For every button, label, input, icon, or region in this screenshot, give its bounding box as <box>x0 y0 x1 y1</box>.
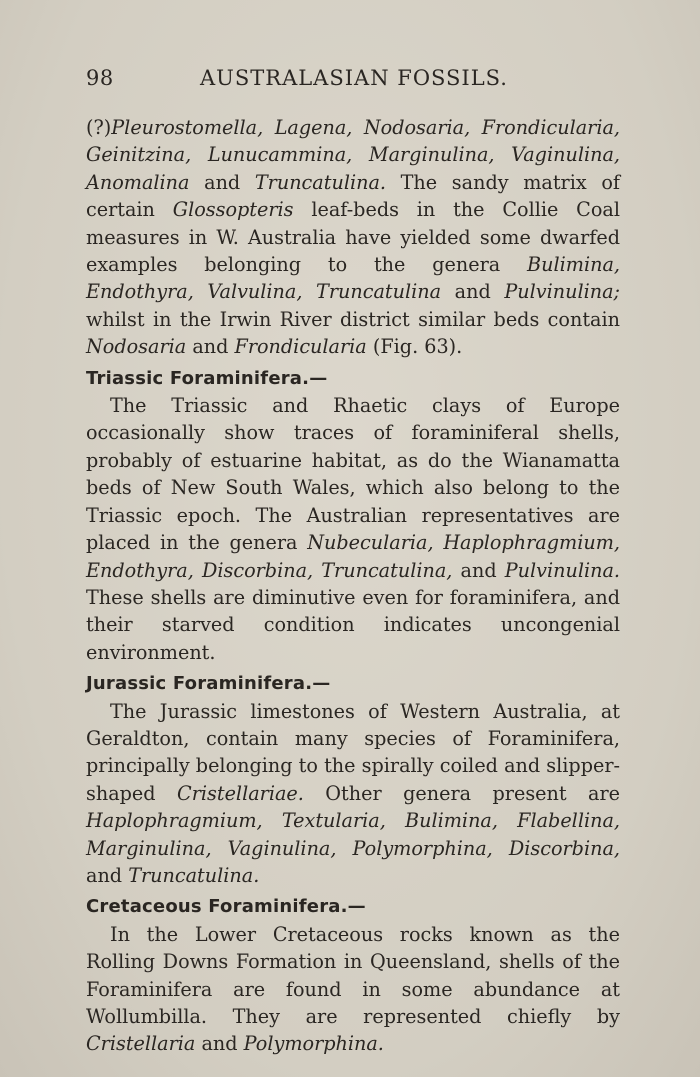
running-title: AUSTRALASIAN FOSSILS. <box>200 66 508 90</box>
genus-name: Nodosaria <box>86 335 187 359</box>
section-triassic <box>86 365 620 666</box>
genus-name: Pulvinulina; <box>504 280 621 304</box>
genus-list: Nubecularia, Haplophragmium, Endothyra, Discorbina, Truncatulina, <box>86 531 620 582</box>
text-run: and <box>452 558 505 582</box>
text-run: and <box>189 170 255 194</box>
text-run: These shells are diminutive even for foraminifera, and their starved condition indicates uncongenial environment. <box>86 585 620 664</box>
section-paragraph <box>86 392 620 666</box>
genus-list: Pleurostomella, Lagena, Nodosaria, Frondicularia, Geinitzina, Lunucammina, Marginulina, Vaginulina, Anomalina <box>86 116 620 194</box>
text-run: whilst in the Irwin River district similar beds contain <box>86 307 620 331</box>
intro-paragraph <box>86 114 620 361</box>
section-heading: Triassic Foraminifera.— <box>86 367 328 389</box>
text-run: (Fig. 63). <box>366 335 463 359</box>
section-heading: Jurassic Foraminifera.— <box>86 673 331 695</box>
genus-name: Truncatulina. <box>128 863 260 887</box>
genus-name: Glossopteris <box>172 198 294 222</box>
section-heading: Cretaceous Foraminifera.— <box>86 896 366 918</box>
page-number: 98 <box>86 66 114 90</box>
text-run: The sandy matrix of certain <box>86 170 620 222</box>
genus-name: Polymorphina. <box>243 1032 384 1056</box>
text-run: Other genera present are <box>303 781 621 805</box>
text-run: and <box>86 863 129 887</box>
text-run: The Jurassic limestones of Western Australia, at Geraldton, contain many species of Foraminifera, principally belonging to the spirally coiled and slipper-shaped <box>86 699 620 805</box>
section-paragraph <box>86 921 620 1058</box>
text-run: and <box>186 335 235 359</box>
text-run: and <box>195 1032 244 1056</box>
text-run: In the Lower Cretaceous rocks known as the Rolling Downs Formation in Queensland, shells of the Foraminifera are found in some abundance at Wollumbilla. They are represented chiefly by <box>86 922 620 1028</box>
text-run: The Triassic and Rhaetic clays of Europe occasionally show traces of foraminiferal shells, probably of estuarine habitat, as do the Wianamatta beds of New South Wales, which also belong to the Triassic epoch. The Australian representatives are placed in the genera <box>86 394 620 555</box>
page-body <box>86 114 620 1060</box>
text-run: and <box>441 280 505 304</box>
genus-name: Truncatulina. <box>254 170 386 194</box>
text-run: (?) <box>86 116 112 139</box>
genus-name: Pulvinulina. <box>504 558 621 582</box>
genus-name: Cristellaria <box>86 1032 196 1056</box>
genus-name: Cristellariae. <box>177 781 304 805</box>
section-jurassic <box>86 670 620 889</box>
section-cretaceous <box>86 893 620 1057</box>
text-run: leaf-beds in the Collie Coal measures in W. Australia have yielded some dwarfed examples belonging to the genera <box>86 198 620 277</box>
genus-list: Haplophragmium, Textularia, Bulimina, Flabellina, Marginulina, Vaginulina, Polymorphina, Discorbina, <box>86 809 620 860</box>
section-paragraph <box>86 698 620 890</box>
genus-name: Frondicularia <box>234 335 367 359</box>
genus-list: Bulimina, Endothyra, Valvulina, Truncatulina <box>86 253 620 304</box>
